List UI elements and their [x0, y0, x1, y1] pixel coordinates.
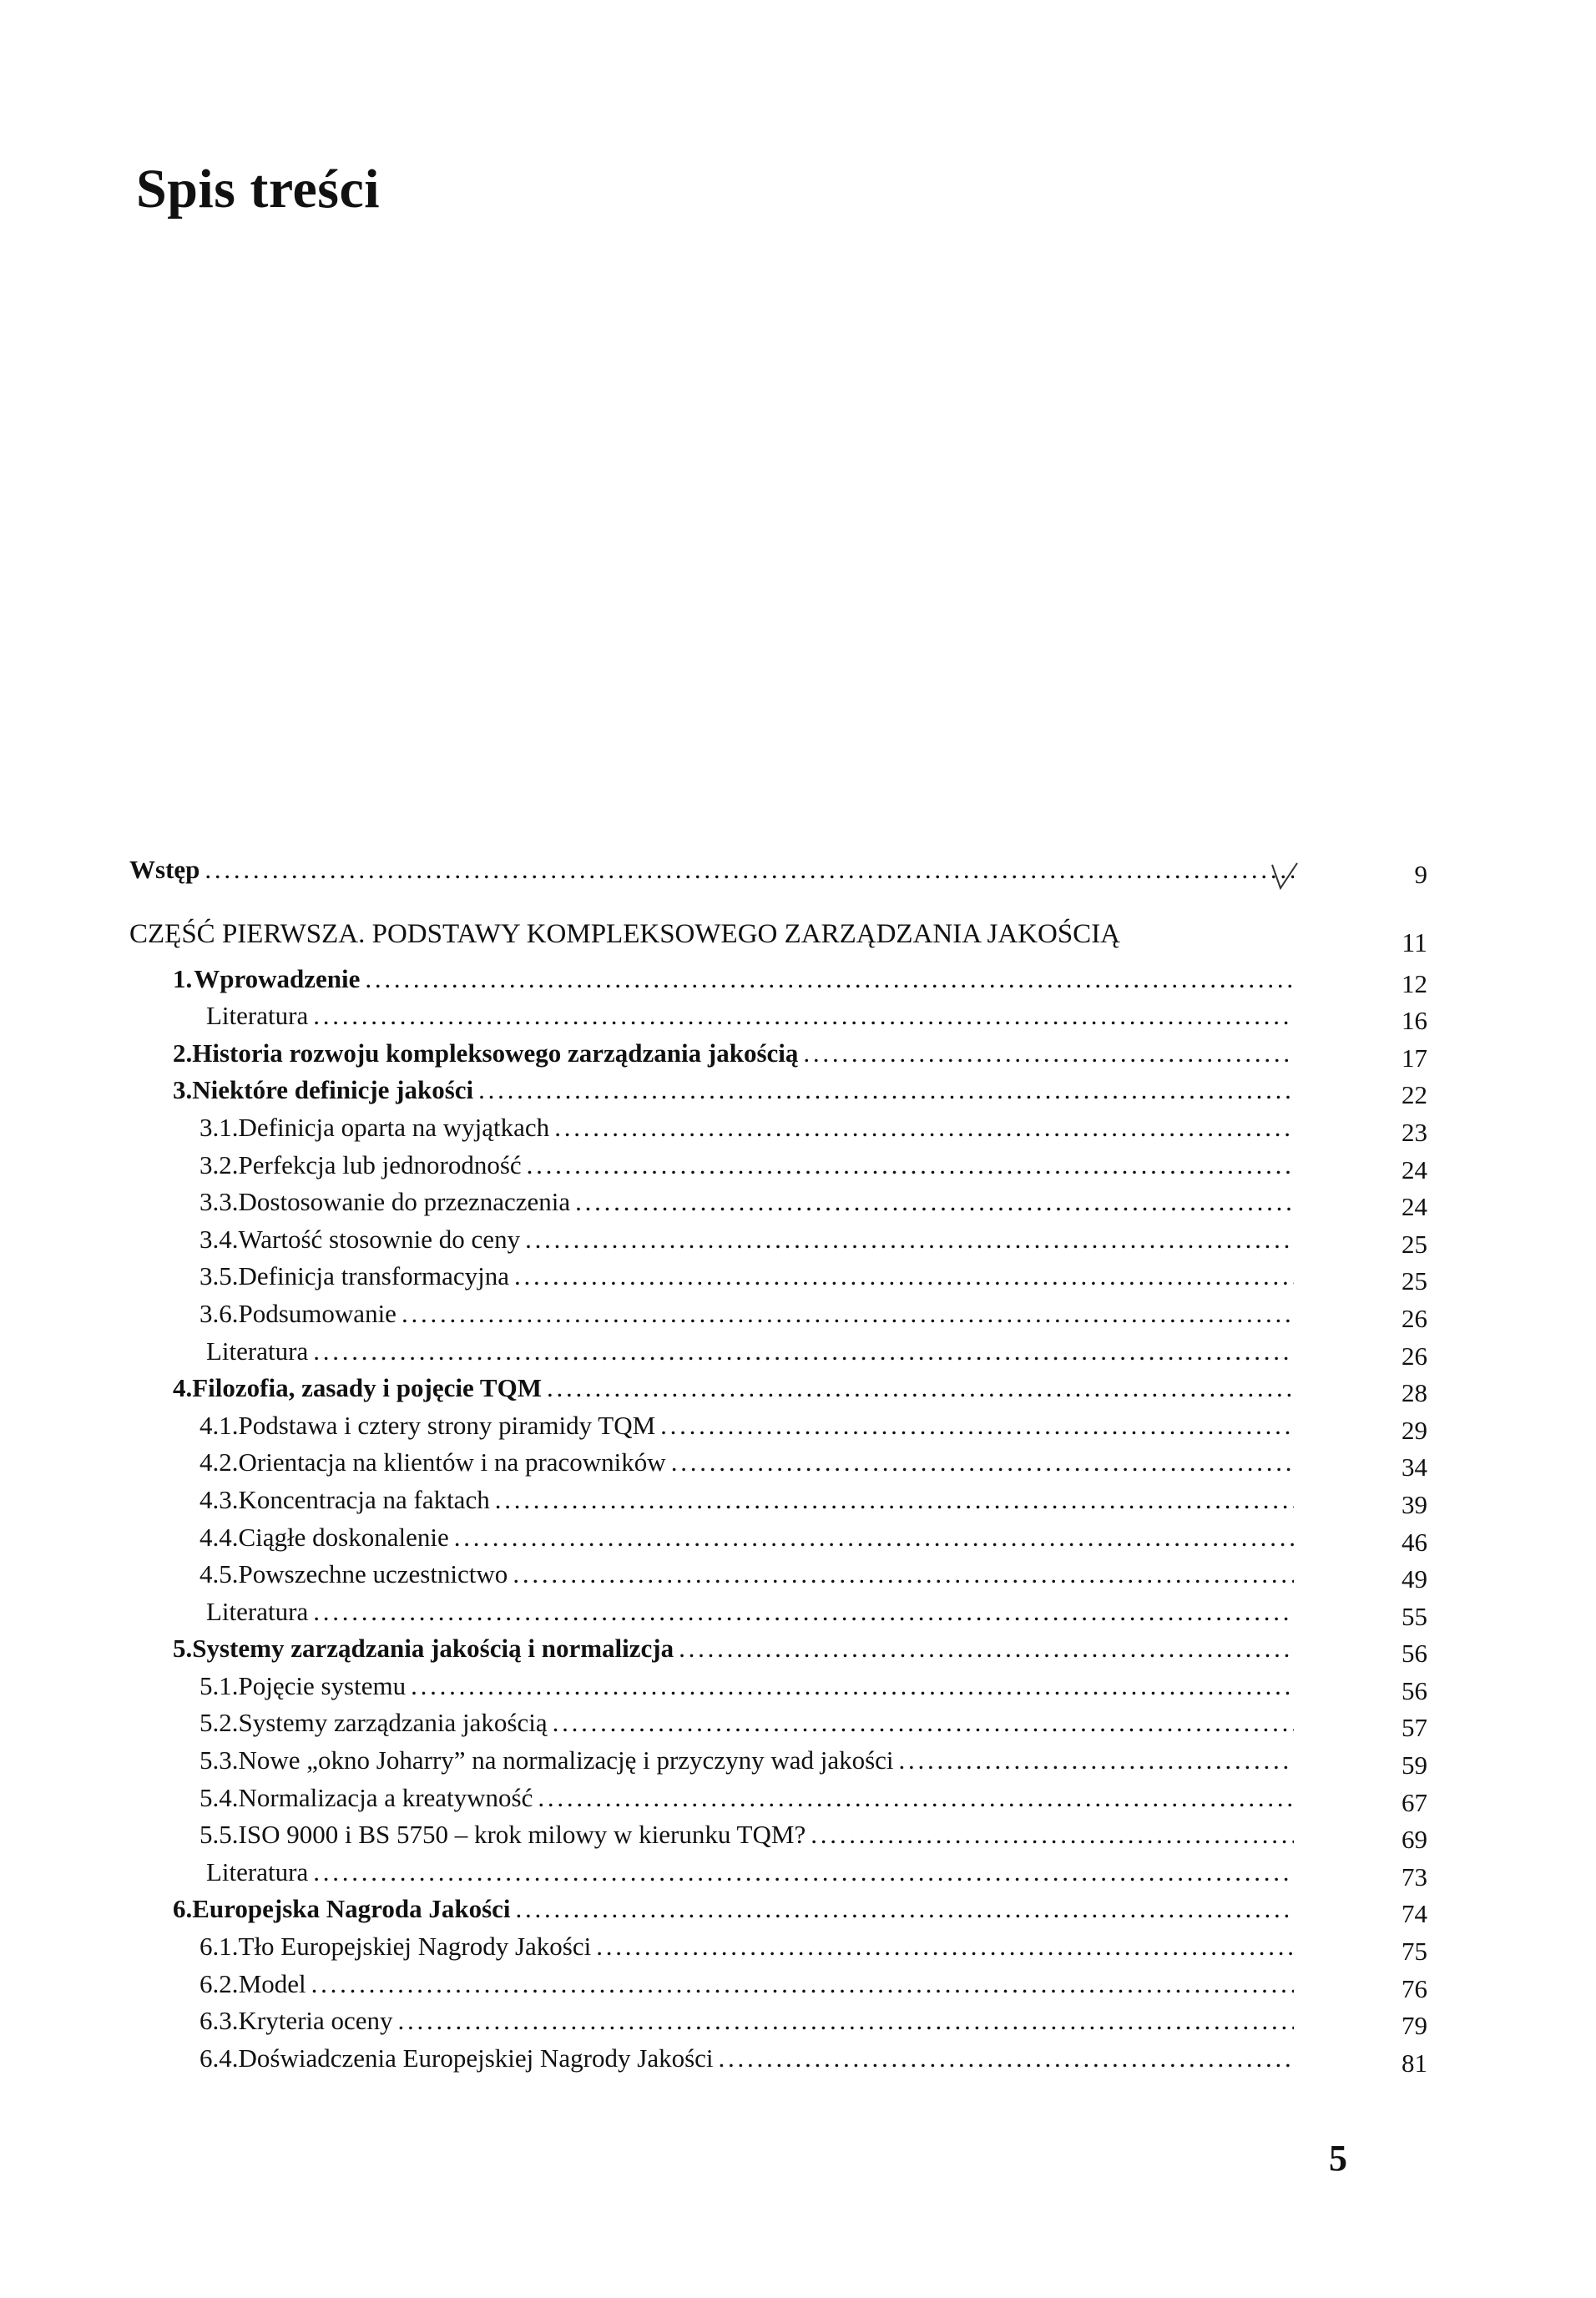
toc-entry-page: 75	[1402, 1937, 1427, 1967]
dot-leader	[575, 1184, 1294, 1220]
toc-entry-page: 25	[1402, 1266, 1427, 1296]
toc-entry-label: Podstawa i cztery strony piramidy TQM	[238, 1410, 656, 1440]
toc-entry-number: 3.1.	[200, 1112, 239, 1142]
toc-entry-text	[200, 1295, 1294, 1332]
toc-entry-page: 81	[1402, 2048, 1427, 2078]
toc-entry-text	[173, 1630, 1294, 1667]
toc-entry-label: Filozofia, zasady i pojęcie TQM	[192, 1373, 542, 1403]
toc-entry-text	[200, 1184, 1294, 1220]
toc-entry-page: 55	[1402, 1601, 1427, 1631]
dot-leader	[538, 1780, 1294, 1816]
toc-entry-label: Podsumowanie	[238, 1298, 396, 1328]
toc-entry-page: 28	[1402, 1378, 1427, 1408]
dot-leader	[513, 1556, 1294, 1593]
toc-entry-text	[206, 1333, 1294, 1370]
toc-entry-text	[200, 1966, 1294, 2003]
toc-entry-label: Pojęcie systemu	[238, 1670, 407, 1700]
dot-leader	[527, 1147, 1294, 1184]
toc-entry-number: 3.4.	[200, 1224, 239, 1254]
toc-entry	[129, 997, 1427, 1035]
toc-entry	[129, 907, 1427, 961]
toc-entry-label: Wprowadzenie	[194, 963, 361, 993]
toc-entry-text	[206, 1593, 1294, 1630]
toc-entry-text	[200, 1109, 1294, 1146]
toc-entry-number: 5.1.	[200, 1670, 239, 1700]
toc-entry-label: Europejska Nagroda Jakości	[192, 1894, 511, 1924]
toc-entry-page: 22	[1402, 1080, 1427, 1110]
toc-entry	[129, 1966, 1427, 2003]
dot-leader	[671, 1444, 1294, 1481]
toc-entry-number: 3.	[173, 1075, 193, 1105]
toc-entry-label: Model	[238, 1968, 306, 1998]
toc-entry-label: Definicja transformacyjna	[238, 1261, 509, 1291]
toc-entry	[129, 2040, 1427, 2078]
toc-entry-number: 4.2.	[200, 1447, 239, 1477]
dot-leader	[811, 1816, 1294, 1853]
toc-entry-label: Koncentracja na faktach	[238, 1484, 490, 1514]
dot-leader	[205, 851, 1294, 888]
toc-entry	[129, 1630, 1427, 1668]
dot-leader	[398, 2003, 1294, 2039]
toc-entry-page: 24	[1402, 1154, 1427, 1184]
toc-entry	[129, 1780, 1427, 1817]
toc-entry-label: Literatura	[206, 1856, 309, 1886]
dot-leader	[365, 961, 1294, 997]
dot-leader	[313, 1854, 1294, 1891]
toc-entry-text	[200, 1147, 1294, 1184]
toc-entry-text	[200, 1816, 1294, 1853]
dot-leader	[478, 1072, 1294, 1109]
toc-entry-text	[200, 1742, 1294, 1779]
toc-entry	[129, 1742, 1427, 1780]
toc-entry-number: 4.4.	[200, 1522, 239, 1552]
toc-entry-label: Ciągłe doskonalenie	[238, 1522, 449, 1552]
toc-entry-number: 5.2.	[200, 1708, 239, 1738]
toc-entry-page: 9	[1414, 860, 1427, 889]
toc-entry	[129, 1333, 1427, 1371]
toc-entry-label: Historia rozwoju kompleksowego zarządzania jakością	[192, 1038, 799, 1068]
toc-entry-text	[206, 997, 1294, 1034]
toc-entry-label: Systemy zarządzania jakością i normalizcja	[192, 1634, 674, 1664]
dot-leader	[311, 1966, 1294, 2003]
toc-entry-text	[206, 1854, 1294, 1891]
toc-entry-page: 67	[1402, 1787, 1427, 1817]
toc-entry-label: Wartość stosownie do ceny	[238, 1224, 521, 1254]
toc-entry	[129, 1482, 1427, 1519]
toc-entry	[129, 1147, 1427, 1184]
toc-entry-page: 73	[1402, 1861, 1427, 1891]
toc-entry-text	[173, 1370, 1294, 1407]
page-number: 5	[1329, 2138, 1347, 2179]
toc-entry-text	[173, 1072, 1294, 1109]
dot-leader	[514, 1258, 1294, 1295]
toc-entry-number: 2.	[173, 1038, 193, 1068]
toc-entry	[129, 1184, 1427, 1221]
toc-entry-number: 4.	[173, 1373, 193, 1403]
toc-entry	[129, 1519, 1427, 1557]
toc-entry-page: 12	[1402, 968, 1427, 998]
toc-entry-text	[200, 1519, 1294, 1556]
toc-entry-page: 26	[1402, 1303, 1427, 1333]
toc-entry-text	[200, 2003, 1294, 2039]
toc-entry-page: 59	[1402, 1750, 1427, 1780]
toc-entry-label: Normalizacja a kreatywność	[238, 1782, 533, 1812]
toc-entry-label: Powszechne uczestnictwo	[238, 1559, 508, 1589]
toc-entry-label: Literatura	[206, 1336, 309, 1366]
toc-entry-page: 56	[1402, 1639, 1427, 1669]
toc-entry-label: Literatura	[206, 1596, 309, 1626]
dot-leader	[454, 1519, 1294, 1556]
dot-leader	[313, 1333, 1294, 1370]
toc-entry	[129, 1035, 1427, 1073]
toc-entry-text	[173, 1891, 1294, 1927]
dot-leader	[516, 1891, 1295, 1927]
toc-entry	[129, 1854, 1427, 1891]
toc-entry-number: 3.2.	[200, 1149, 239, 1179]
toc-entry-page: 29	[1402, 1415, 1427, 1445]
dot-leader	[402, 1295, 1294, 1332]
toc-entry-page: 46	[1402, 1527, 1427, 1557]
toc-entry-number: 6.4.	[200, 2043, 239, 2073]
table-of-contents	[129, 851, 1427, 2077]
toc-entry-page: 26	[1402, 1341, 1427, 1371]
dot-leader	[899, 1742, 1294, 1779]
toc-entry	[129, 1444, 1427, 1482]
toc-entry	[129, 1221, 1427, 1259]
toc-entry-number: 3.6.	[200, 1298, 239, 1328]
toc-entry-number: 5.4.	[200, 1782, 239, 1812]
toc-entry	[129, 851, 1427, 889]
dot-leader	[525, 1221, 1294, 1258]
toc-entry-text	[200, 1556, 1294, 1593]
toc-entry-number: 5.5.	[200, 1820, 239, 1850]
toc-entry-number: 5.3.	[200, 1745, 239, 1775]
dot-leader	[313, 1593, 1294, 1630]
toc-entry-number: 4.1.	[200, 1410, 239, 1440]
dot-leader	[679, 1630, 1294, 1667]
toc-entry	[129, 961, 1427, 998]
toc-entry-label: Literatura	[206, 1001, 309, 1031]
toc-entry-page: 49	[1402, 1564, 1427, 1594]
toc-entry-page: 79	[1402, 2011, 1427, 2041]
toc-entry-page: 23	[1402, 1117, 1427, 1147]
dot-leader	[554, 1109, 1294, 1146]
toc-entry-page: 69	[1402, 1825, 1427, 1855]
toc-entry-number: 3.3.	[200, 1187, 239, 1217]
toc-entry-page: 39	[1402, 1489, 1427, 1519]
toc-entry	[129, 1258, 1427, 1295]
toc-entry	[129, 2003, 1427, 2040]
toc-entry-text	[200, 1258, 1294, 1295]
dot-leader	[719, 2040, 1294, 2077]
toc-entry-page: 11	[1402, 927, 1427, 957]
toc-entry-label: CZĘŚĆ PIERWSZA. PODSTAWY KOMPLEKSOWEGO ZARZĄDZANIA JAKOŚCIĄ	[129, 918, 1121, 949]
toc-entry-label: Tło Europejskiej Nagrody Jakości	[238, 1932, 592, 1962]
toc-entry	[129, 1072, 1427, 1109]
toc-entry	[129, 1593, 1427, 1631]
toc-entry-text	[129, 851, 1294, 888]
dot-leader	[547, 1370, 1294, 1407]
toc-entry	[129, 1556, 1427, 1593]
toc-entry-number: 1.	[173, 963, 193, 993]
toc-entry-number: 4.5.	[200, 1559, 239, 1589]
dot-leader	[553, 1705, 1294, 1741]
toc-entry-text	[173, 1035, 1294, 1072]
toc-entry-page: 56	[1402, 1675, 1427, 1705]
toc-entry-text	[200, 1221, 1294, 1258]
dot-leader	[660, 1407, 1294, 1444]
dot-leader	[596, 1928, 1294, 1965]
toc-entry-page: 57	[1402, 1713, 1427, 1743]
toc-entry-label: Doświadczenia Europejskiej Nagrody Jakości	[238, 2043, 714, 2073]
toc-entry-text	[200, 1407, 1294, 1444]
toc-entry-text	[200, 2040, 1294, 2077]
toc-entry-label: Niektóre definicje jakości	[192, 1075, 474, 1105]
toc-entry-label: Perfekcja lub jednorodność	[238, 1149, 522, 1179]
toc-entry-text	[200, 1928, 1294, 1965]
toc-entry-text	[200, 1780, 1294, 1816]
toc-entry-number: 6.2.	[200, 1968, 239, 1998]
toc-entry-page: 24	[1402, 1192, 1427, 1222]
toc-entry-label: ISO 9000 i BS 5750 – krok milowy w kierunku TQM?	[238, 1820, 806, 1850]
toc-entry-number: 5.	[173, 1634, 193, 1664]
toc-entry	[129, 1407, 1427, 1445]
toc-entry-page: 34	[1402, 1452, 1427, 1482]
page-title: Spis treści	[136, 159, 381, 220]
toc-entry-page: 17	[1402, 1043, 1427, 1073]
toc-entry-page: 25	[1402, 1229, 1427, 1259]
toc-entry	[129, 1928, 1427, 1966]
toc-entry	[129, 1816, 1427, 1854]
toc-entry-text	[129, 907, 1294, 961]
toc-entry-number: 6.3.	[200, 2006, 239, 2036]
toc-entry-number: 4.3.	[200, 1484, 239, 1514]
toc-entry-text	[200, 1705, 1294, 1741]
toc-entry-label: Systemy zarządzania jakością	[238, 1708, 548, 1738]
toc-entry-number: 3.5.	[200, 1261, 239, 1291]
toc-entry-number: 6.1.	[200, 1932, 239, 1962]
toc-entry-label: Wstęp	[129, 855, 200, 884]
toc-entry	[129, 1109, 1427, 1147]
toc-entry-text	[200, 1482, 1294, 1518]
toc-entry-text	[173, 961, 1294, 997]
toc-entry-label: Nowe „okno Joharry” na normalizację i przyczyny wad jakości	[238, 1745, 894, 1775]
dot-leader	[803, 1035, 1294, 1072]
toc-entry-label: Orientacja na klientów i na pracowników	[238, 1447, 666, 1477]
toc-entry-text	[200, 1444, 1294, 1481]
toc-entry-number: 6.	[173, 1894, 193, 1924]
dot-leader	[411, 1668, 1294, 1705]
toc-entry	[129, 1668, 1427, 1705]
toc-entry-text	[200, 1668, 1294, 1705]
toc-entry	[129, 1705, 1427, 1742]
toc-entry	[129, 1370, 1427, 1407]
checkmark-icon	[1269, 860, 1302, 893]
toc-entry-page: 16	[1402, 1006, 1427, 1036]
toc-entry-page: 76	[1402, 1973, 1427, 2003]
toc-entry-page: 74	[1402, 1899, 1427, 1929]
dot-leader	[313, 997, 1294, 1034]
toc-entry-label: Kryteria oceny	[238, 2006, 393, 2036]
dot-leader	[495, 1482, 1294, 1518]
toc-entry-label: Definicja oparta na wyjątkach	[238, 1112, 550, 1142]
toc-entry	[129, 1891, 1427, 1928]
toc-entry-label: Dostosowanie do przeznaczenia	[238, 1187, 571, 1217]
toc-entry	[129, 1295, 1427, 1333]
